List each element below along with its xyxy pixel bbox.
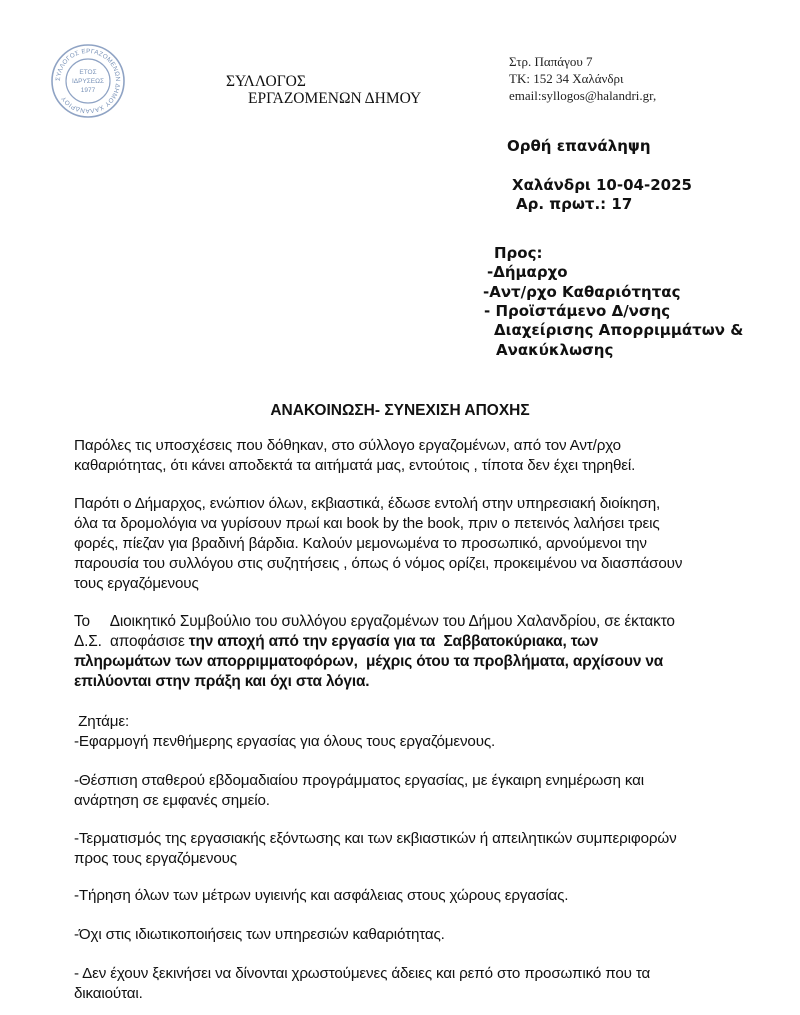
paragraph-line: όλα τα δρομολόγια να γυρίσουν πρωί και book by the book, πριν ο πετεινός λαλήσει τρεις	[74, 515, 660, 532]
paragraph-line	[74, 632, 764, 652]
recipient-item: - Προϊστάμενο Δ/νσης	[484, 302, 671, 320]
paragraph-line: Παρόλες τις υποσχέσεις που δόθηκαν, στο σύλλογο εργαζομένων, από τον Αντ/ρχο	[74, 437, 621, 454]
recipients-label: Προς:	[494, 244, 543, 262]
paragraph-line: Παρότι ο Δήμαρχος, ενώπιον όλων, εκβιαστικά, έδωσε εντολή στην υπηρεσιακή διοίκηση,	[74, 495, 661, 512]
demand-line: -Τερματισμός της εργασιακής εξόντωσης και των εκβιαστικών ή απειλητικών συμπεριφορών	[74, 830, 677, 847]
demand-item	[74, 964, 764, 1004]
org-name-line1: ΣΥΛΛΟΓΟΣ	[226, 73, 306, 90]
demand-line: - Δεν έχουν ξεκινήσει να δίνονται χρωστούμενες άδειες και ρεπό στο προσωπικό που τα	[74, 965, 651, 982]
correction-note: Ορθή επανάληψη	[507, 137, 651, 155]
recipient-item: -Δήμαρχο	[487, 263, 568, 281]
decision-bold-text: πληρωμάτων των απορριμματοφόρων, μέχρις ότου τα προβλήματα, αρχίσουν να	[74, 653, 664, 670]
demand-item	[74, 771, 764, 811]
protocol-number: Αρ. πρωτ.: 17	[516, 195, 633, 213]
demand-line: δικαιούται.	[74, 985, 143, 1002]
recipient-item: Διαχείρισης Απορριμμάτων &	[494, 321, 744, 339]
demand-item	[74, 829, 764, 869]
org-name-line2: ΕΡΓΑΖΟΜΕΝΩΝ ΔΗΜΟΥ	[248, 90, 422, 107]
paragraph-mayor	[74, 494, 764, 594]
union-stamp	[50, 43, 126, 119]
stamp-seal-icon	[50, 43, 126, 119]
demand-item	[74, 732, 764, 752]
place-date: Χαλάνδρι 10-04-2025	[512, 176, 692, 194]
paragraph-line	[74, 672, 764, 692]
demand-line: ανάρτηση σε εμφανές σημείο.	[74, 792, 270, 809]
paragraph-line	[74, 652, 764, 672]
paragraph-line: Το Διοικητικό Συμβούλιο του συλλόγου εργαζομένων του Δήμου Χαλανδρίου, σε έκτακτο	[74, 613, 675, 630]
address-postcode: ΤΚ: 152 34 Χαλάνδρι	[509, 71, 624, 86]
stamp-center-line1: ΕΤΟΣ	[79, 69, 97, 76]
demand-line: -Θέσπιση σταθερού εβδομαδιαίου προγράμματος εργασίας, με έγκαιρη ενημέρωση και	[74, 772, 644, 789]
address-email[interactable]: email:syllogos@halandri.gr,	[509, 88, 657, 103]
demand-line: προς τους εργαζόμενους	[74, 850, 237, 867]
paragraph-line: φορές, πίεζαν για βραδινή βάρδια. Καλούν μεμονωμένα το προσωπικό, αρνούμενοι την	[74, 535, 647, 552]
stamp-center-line2: ΙΔΡΥΣΕΩΣ	[71, 78, 105, 85]
demands-label: Ζητάμε:	[74, 713, 130, 730]
stamp-ring-text: ΣΥΛΛΟΓΟΣ ΕΡΓΑΖΟΜΕΝΩΝ ΔΗΜΟΥ ΧΑΛΑΝΔΡΙΟΥ	[54, 47, 122, 115]
decision-bold-text: την αποχή από την εργασία για τα Σαββατοκύριακα, των	[188, 633, 599, 650]
paragraph-line: παρουσία του συλλόγου στις συζητήσεις , όπως ό νόμος ορίζει, προκειμένου να διασπάσουν	[74, 555, 683, 572]
recipient-item: Ανακύκλωσης	[496, 341, 614, 359]
paragraph-decision	[74, 612, 764, 692]
recipient-item: -Αντ/ρχο Καθαριότητας	[483, 283, 681, 301]
stamp-center-line3: 1977	[80, 87, 96, 94]
paragraph-line: καθαριότητας, ότι κάνει αποδεκτά τα αιτήματά μας, εντούτοις , τίποτα δεν έχει τηρηθεί.	[74, 457, 636, 474]
paragraph-intro	[74, 436, 764, 476]
decision-bold-text: επιλύονται στην πράξη και όχι στα λόγια.	[74, 673, 370, 690]
demand-line: -Εφαρμογή πενθήμερης εργασίας για όλους τους εργαζόμενους.	[74, 733, 496, 750]
decision-plain-text: Δ.Σ. αποφάσισε	[74, 633, 189, 650]
demand-line: -Όχι στις ιδιωτικοποιήσεις των υπηρεσιών καθαριότητας.	[74, 926, 445, 943]
paragraph-line: τους εργαζόμενους	[74, 575, 199, 592]
demand-line: -Τήρηση όλων των μέτρων υγιεινής και ασφάλειας στους χώρους εργασίας.	[74, 887, 569, 904]
address-street: Στρ. Παπάγου 7	[509, 54, 593, 69]
demand-item	[74, 886, 764, 906]
demand-item	[74, 925, 764, 945]
announcement-title: ΑΝΑΚΟΙΝΩΣΗ- ΣΥΝΕΧΙΣΗ ΑΠΟΧΗΣ	[270, 402, 530, 419]
